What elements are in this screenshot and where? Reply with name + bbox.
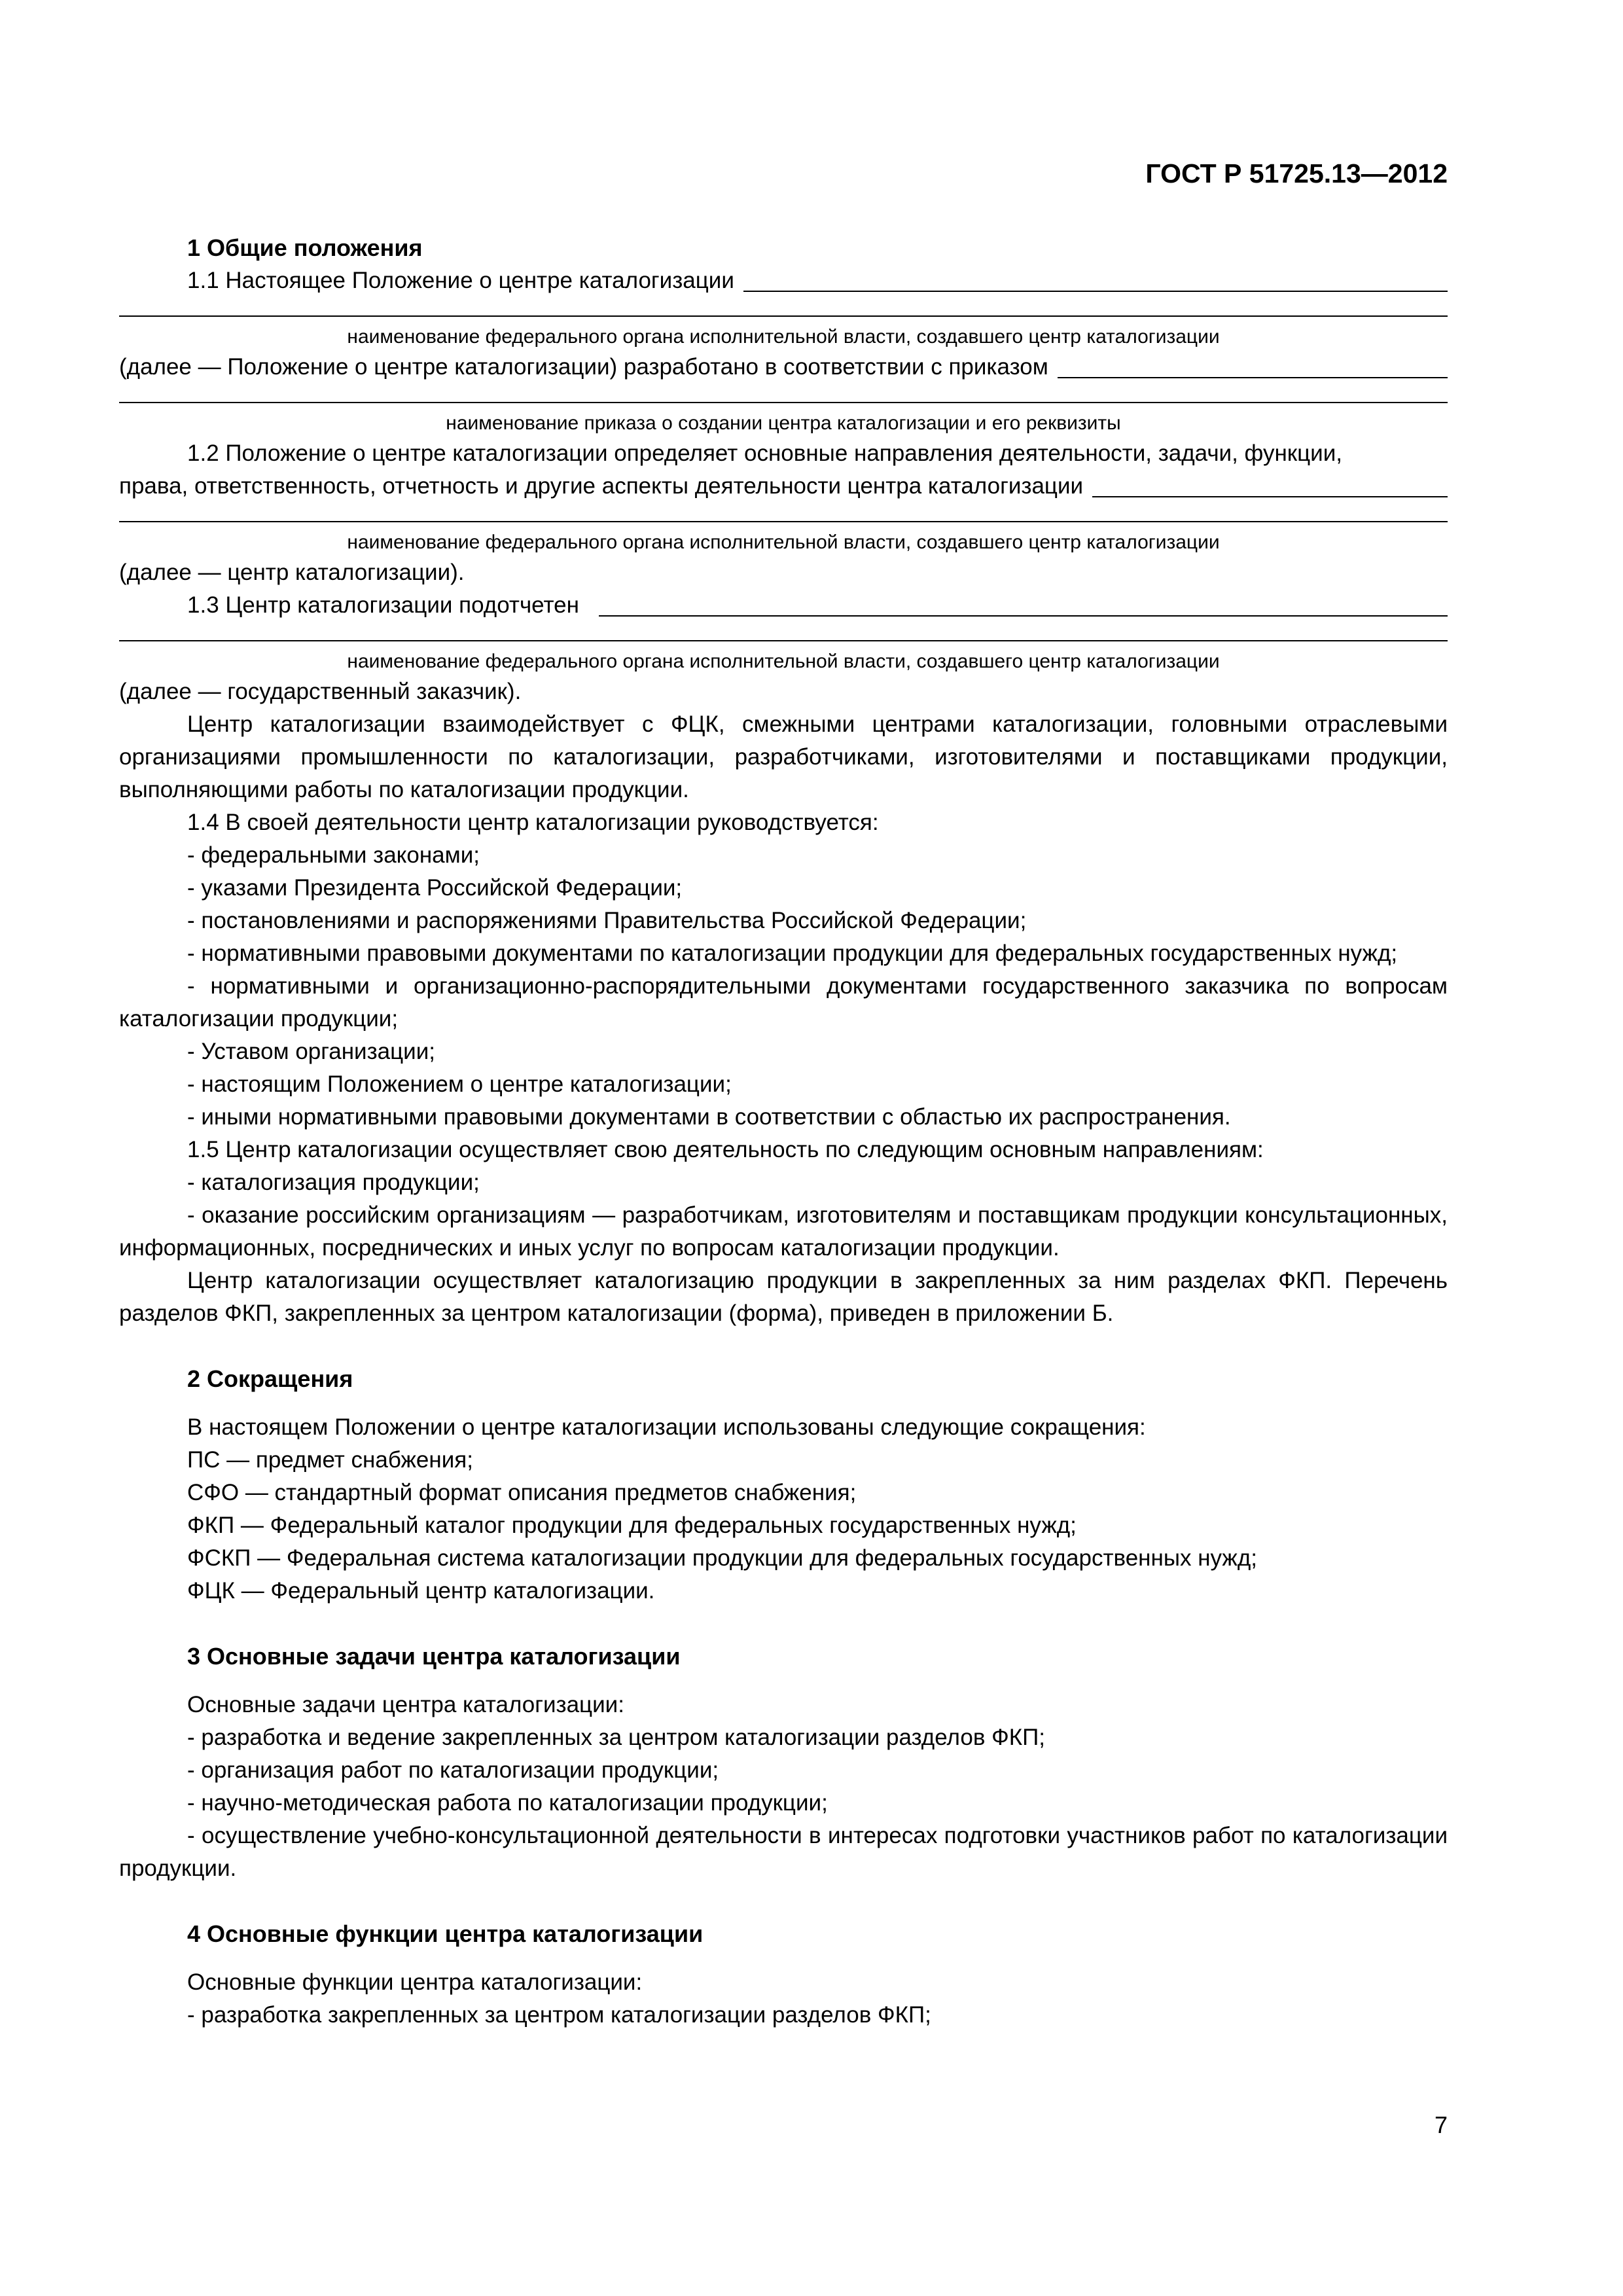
- list-item: - каталогизация продукции;: [187, 1170, 480, 1195]
- abbreviation-item: ФКП — Федеральный каталог продукции для федеральных государственных нужд;: [187, 1513, 1077, 1538]
- blank-line: [1058, 355, 1448, 378]
- caption-federal-body: наименование федерального органа исполнительной власти, создавшего центр каталогизации: [347, 651, 1220, 672]
- list-item: - разработка закрепленных за центром каталогизации разделов ФКП;: [187, 2002, 931, 2028]
- blank-line-full: [119, 384, 1448, 403]
- tasks-list: [119, 1721, 1448, 1885]
- abbreviation-item: ФЦК — Федеральный центр каталогизации.: [187, 1578, 655, 1604]
- clause-1-2-continued: [119, 470, 1448, 503]
- abbreviation-item: ФСКП — Федеральная система каталогизации продукции для федеральных государственных нужд;: [187, 1545, 1257, 1571]
- blank-line: [743, 268, 1448, 292]
- list-item: - Уставом организации;: [187, 1039, 435, 1064]
- section-4-intro: Основные функции центра каталогизации:: [187, 1969, 643, 1995]
- clause-1-2-end: (далее — центр каталогизации).: [119, 560, 465, 585]
- clause-1-1: [119, 264, 1448, 297]
- list-item: - нормативными правовыми документами по каталогизации продукции для федеральных государственных нужд;: [187, 941, 1398, 966]
- document-body: [119, 232, 1448, 2032]
- clause-1-5: 1.5 Центр каталогизации осуществляет свою деятельность по следующим основным направлениям:: [187, 1137, 1264, 1162]
- paragraph-sections: Центр каталогизации осуществляет каталогизацию продукции в закрепленных за ним разделах ФКП. Перечень разделов ФКП, закрепленных за центром каталогизации (форма), приведен в приложении Б.: [119, 1268, 1448, 1326]
- section-2-intro: В настоящем Положении о центре каталогизации использованы следующие сокращения:: [187, 1414, 1146, 1440]
- paragraph-interaction: Центр каталогизации взаимодействует с ФЦК, смежными центрами каталогизации, головными отраслевыми организациями промышленности по каталогизации, разработчиками, изготовителями и поставщиками продукции, выполняющими работы по каталогизации продукции.: [119, 711, 1448, 802]
- page-number: 7: [1434, 2111, 1448, 2138]
- blank-line-full: [119, 622, 1448, 641]
- section-1-title: 1 Общие положения: [187, 234, 423, 261]
- clause-1-4: 1.4 В своей деятельности центр каталогизации руководствуется:: [187, 810, 879, 835]
- list-item: - постановлениями и распоряжениями Правительства Российской Федерации;: [187, 908, 1027, 933]
- abbreviations-list: [119, 1444, 1448, 1607]
- blank-line-full: [119, 503, 1448, 522]
- list-1-4: [119, 839, 1448, 1134]
- clause-1-1-text: 1.1 Настоящее Положение о центре каталогизации: [187, 268, 734, 293]
- caption-federal-body: наименование федерального органа исполнительной власти, создавшего центр каталогизации: [347, 531, 1220, 553]
- abbreviation-item: ПС — предмет снабжения;: [187, 1447, 473, 1473]
- caption-order: наименование приказа о создании центра каталогизации и его реквизиты: [446, 412, 1121, 434]
- list-item: - научно-методическая работа по каталогизации продукции;: [187, 1790, 828, 1816]
- clause-1-1-continued: [119, 351, 1448, 384]
- clause-1-1-continued-text: (далее — Положение о центре каталогизации) разработано в соответствии с приказом: [119, 354, 1048, 380]
- list-item: - нормативными и организационно-распорядительными документами государственного заказчика по вопросам каталогизации продукции;: [119, 973, 1448, 1031]
- document-number: ГОСТ Р 51725.13—2012: [1145, 158, 1448, 188]
- list-item: - разработка и ведение закрепленных за центром каталогизации разделов ФКП;: [187, 1725, 1046, 1750]
- list-item: - оказание российским организациям — разработчикам, изготовителям и поставщикам продукции консультационных, информационных, посреднических и иных услуг по вопросам каталогизации продукции.: [119, 1202, 1448, 1261]
- blank-line: [599, 593, 1448, 617]
- clause-1-3-text: 1.3 Центр каталогизации подотчетен: [187, 592, 579, 618]
- list-item: - федеральными законами;: [187, 842, 480, 868]
- clause-1-3-end: (далее — государственный заказчик).: [119, 679, 522, 704]
- list-1-5: [119, 1166, 1448, 1265]
- abbreviation-item: СФО — стандартный формат описания предметов снабжения;: [187, 1480, 857, 1505]
- caption-federal-body: наименование федерального органа исполнительной власти, создавшего центр каталогизации: [347, 326, 1220, 348]
- functions-list: [119, 1999, 1448, 2032]
- list-item: - осуществление учебно-консультационной деятельности в интересах подготовки участников работ по каталогизации продукции.: [119, 1823, 1448, 1881]
- section-4-title: 4 Основные функции центра каталогизации: [187, 1920, 704, 1947]
- clause-1-2-continued-text: права, ответственность, отчетность и другие аспекты деятельности центра каталогизации: [119, 473, 1084, 499]
- list-item: - указами Президента Российской Федерации;: [187, 875, 683, 901]
- section-3-title: 3 Основные задачи центра каталогизации: [187, 1643, 681, 1670]
- section-2-title: 2 Сокращения: [187, 1365, 353, 1392]
- list-item: - настоящим Положением о центре каталогизации;: [187, 1071, 732, 1097]
- blank-line: [1092, 474, 1448, 497]
- list-item: - иными нормативными правовыми документами в соответствии с областью их распространения.: [187, 1104, 1231, 1130]
- section-3-intro: Основные задачи центра каталогизации:: [187, 1692, 624, 1717]
- clause-1-2: 1.2 Положение о центре каталогизации определяет основные направления деятельности, задачи, функции,: [187, 440, 1342, 466]
- blank-line-full: [119, 297, 1448, 317]
- list-item: - организация работ по каталогизации продукции;: [187, 1757, 719, 1783]
- clause-1-3: [119, 589, 1448, 622]
